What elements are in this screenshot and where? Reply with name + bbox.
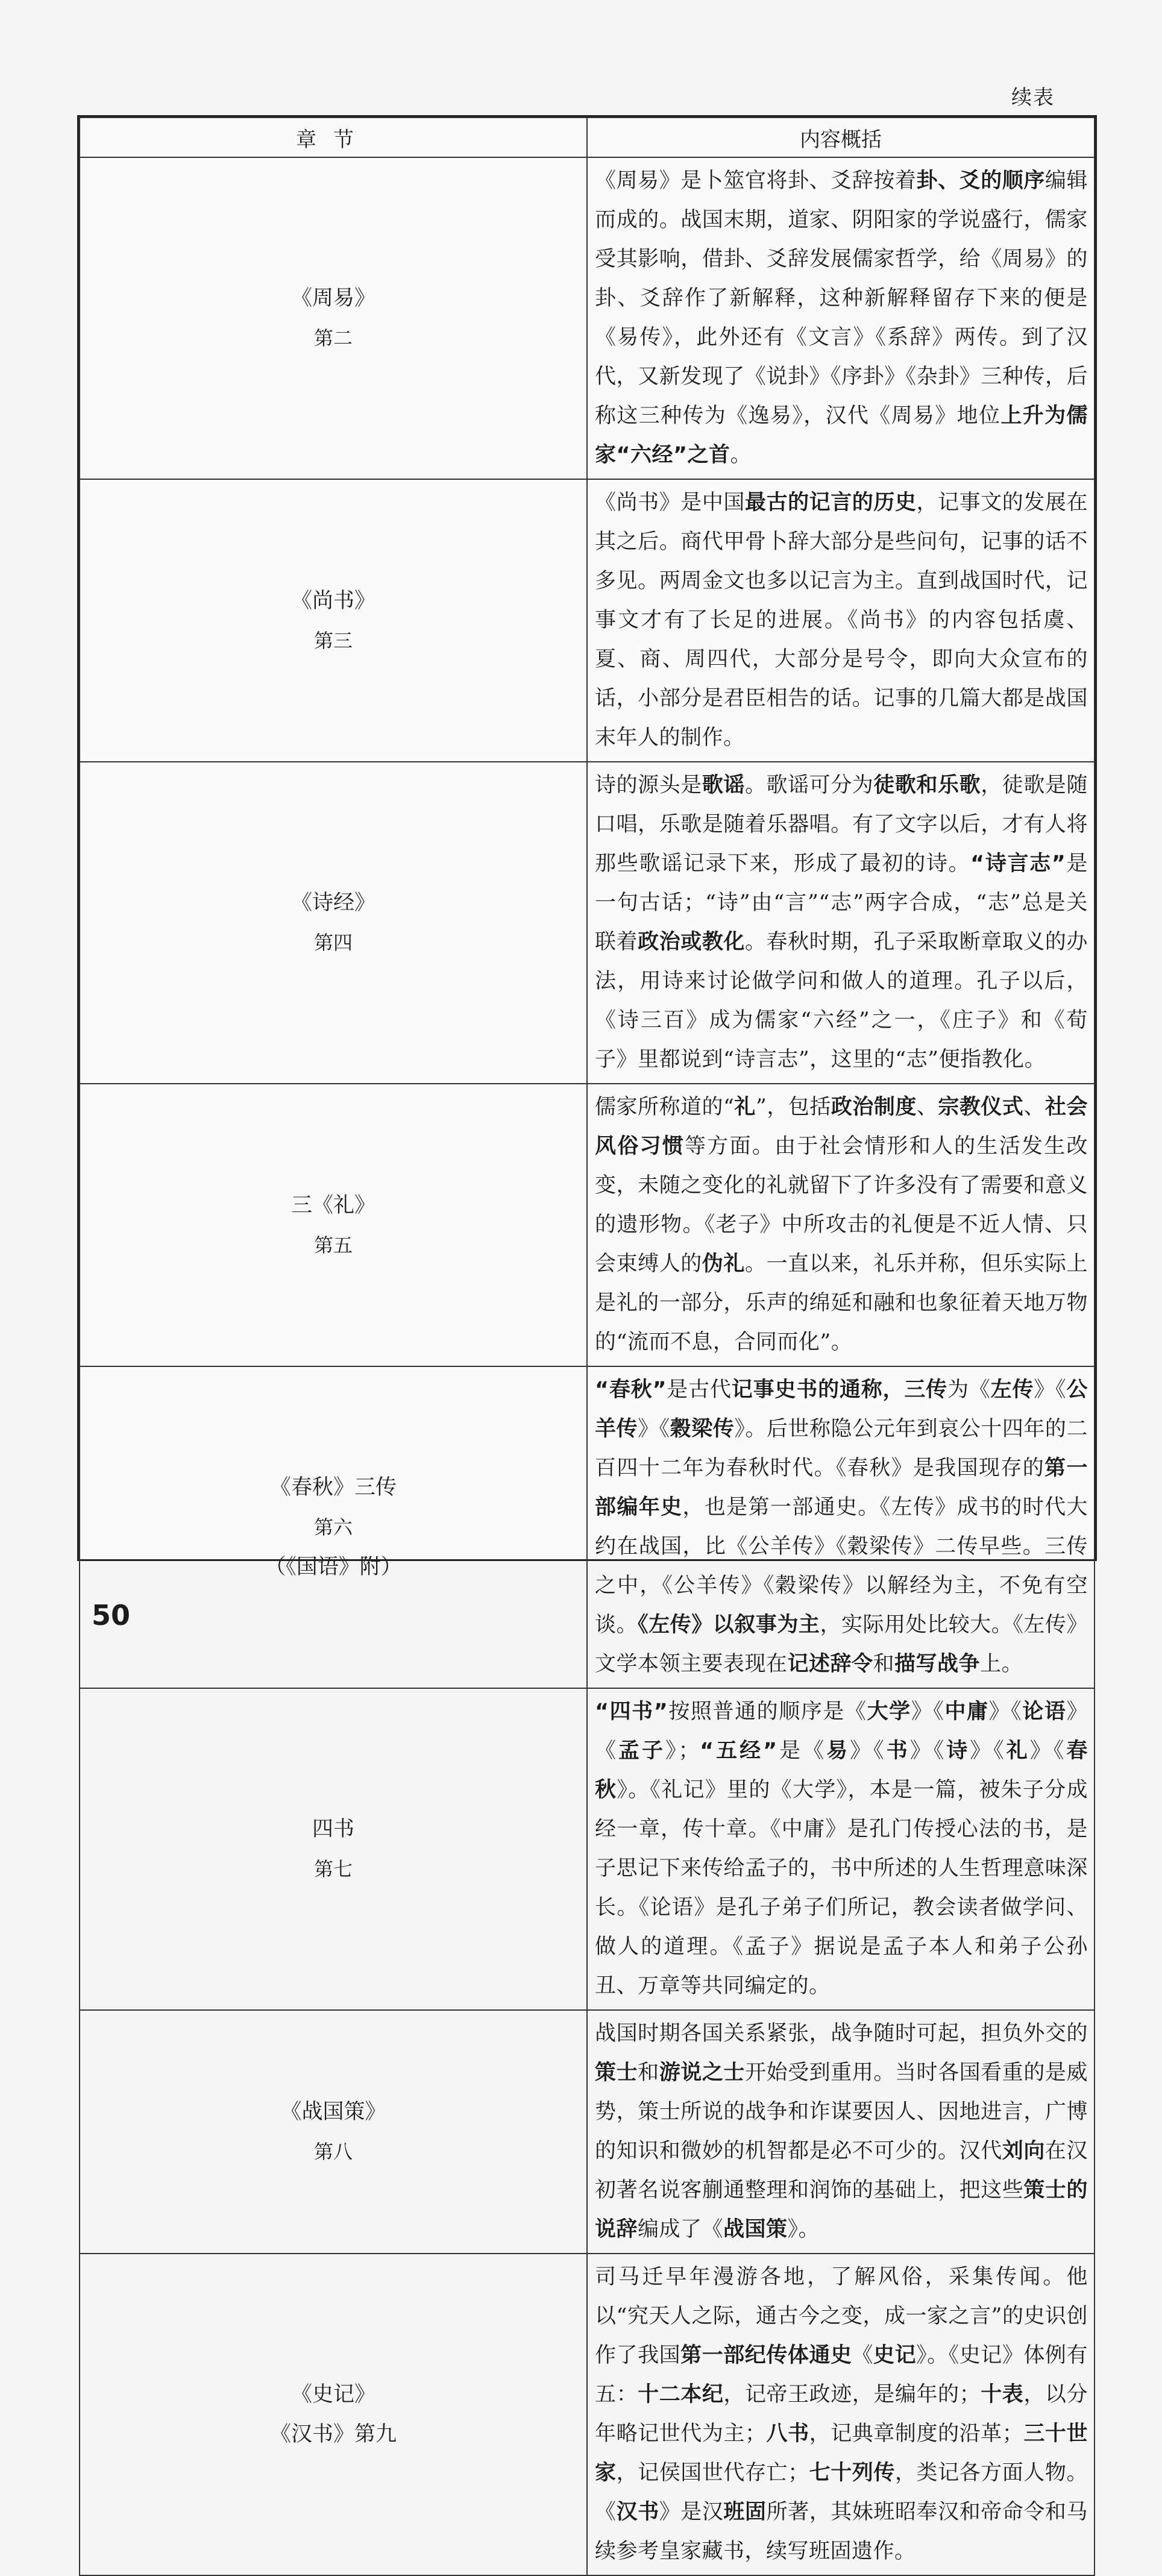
chapter-number: 第七 <box>313 1858 353 1880</box>
chapter-cell <box>80 479 587 762</box>
content-text: 等方面。由于社会情形和人的生活发生改变，未随之变化的礼就留下了许多没有了需要和意义的遗形物。《老子》中所攻击的礼便是不近人情、只会束缚人的 <box>595 1134 1088 1276</box>
content-text: ，记侯国世代存亡； <box>616 2461 809 2485</box>
content-text: ，实际用处比较大。《左传》文学本领主要表现在 <box>595 1613 1088 1676</box>
content-text: 是古代 <box>666 1378 732 1402</box>
highlighted-term: 礼 <box>1006 1739 1030 1763</box>
content-text: 按照普通的顺序是《 <box>668 1700 867 1724</box>
highlighted-term: 第一部纪传体通史 <box>680 2343 852 2367</box>
chapter-number: 第六 <box>313 1516 353 1539</box>
content-text: 》是汉 <box>659 2500 724 2524</box>
content-text: 》《 <box>909 1739 947 1763</box>
chapter-name: 《诗经》 <box>290 891 375 915</box>
table-row <box>80 1366 1094 1688</box>
highlighted-term: 十表 <box>981 2383 1024 2407</box>
highlighted-term: 社会风俗习惯 <box>595 1095 1088 1158</box>
content-text: 编辑而成的。战国末期，道家、阴阳家的学说盛行，儒家受其影响，借卦、爻辞发展儒家哲学，给《周易》的卦、爻辞作了新解释，这种新解释留存下来的便是《易传》，此外还有《文言》《系辞》两传。到了汉代，又新发现了《说卦》《序卦》《杂卦》三种传，后称这三种传为《逸易》，汉代《周易》地位 <box>595 169 1088 428</box>
highlighted-term: 八书 <box>766 2422 809 2446</box>
highlighted-term: “春秋” <box>595 1378 667 1402</box>
highlighted-term: 策士的说辞 <box>595 2178 1088 2241</box>
content-text: 是一句古话；“诗”由“言”“志”两字合成，“志”总是关联着 <box>595 852 1088 954</box>
header-chapter: 章节 <box>80 118 587 157</box>
content-text: ，类记各方面人物。《 <box>595 2461 1088 2524</box>
content-text: 为《 <box>947 1378 991 1402</box>
chapter-number: 第三 <box>313 629 353 652</box>
highlighted-term: 十二本纪 <box>638 2383 724 2407</box>
highlighted-term: 班固 <box>723 2500 767 2524</box>
chapter-cell <box>80 762 587 1084</box>
content-text: 、 <box>916 1095 938 1119</box>
highlighted-term: 记事史书的通称，三传 <box>731 1378 947 1402</box>
highlighted-term: 宗教仪式 <box>938 1095 1024 1119</box>
content-text: 诗的源头是 <box>595 773 702 797</box>
content-text: ”，包括 <box>755 1095 831 1119</box>
content-text: 战国时期各国关系紧张，战争随时可起，担负外交的 <box>595 2022 1088 2046</box>
highlighted-term: 上升为儒家“六经”之首 <box>595 404 1088 467</box>
highlighted-term: 描写战争 <box>894 1652 981 1676</box>
highlighted-term: 游说之士 <box>659 2061 745 2085</box>
table-row <box>80 479 1094 762</box>
content-text: 。 <box>730 443 752 467</box>
content-text: 是《 <box>777 1739 827 1763</box>
chapter-name: 《春秋》三传 <box>269 1475 397 1500</box>
chapter-cell <box>80 1688 587 2010</box>
highlighted-term: 诗 <box>946 1739 970 1763</box>
content-text: 》《 <box>911 1700 945 1724</box>
chapter-name: 《周易》 <box>290 286 375 310</box>
highlighted-term: 徒歌和乐歌 <box>873 773 981 797</box>
chapter-name: 《战国策》 <box>280 2100 386 2124</box>
highlighted-term: 伪礼 <box>702 1252 745 1276</box>
highlighted-term: 记述辞令 <box>787 1652 873 1676</box>
chapter-name: 《尚书》 <box>290 588 375 613</box>
chapter-cell <box>80 1084 587 1366</box>
highlighted-term: 孟子 <box>618 1739 666 1763</box>
table-body <box>80 157 1094 2575</box>
content-text: 儒家所称道的“ <box>595 1095 735 1119</box>
content-text: 司马迁早年漫游各地，了解风俗，采集传闻。他以“究天人之际，通古今之变，成一家之言”的史识创作了我国 <box>595 2265 1088 2367</box>
content-text: 》《 <box>1029 1739 1067 1763</box>
content-text: 》。后世称隐公元年到哀公十四年的二百四十二年为春秋时代。《春秋》是我国现存的 <box>595 1417 1088 1480</box>
content-text: 开始受到重用。当时各国看重的是威势，策士所说的战争和诈谋要因人、因地进言，广博的知识和微妙的机智都是必不可少的。汉代 <box>595 2061 1088 2163</box>
chapter-cell <box>80 1366 587 1688</box>
highlighted-term: 史记 <box>873 2343 917 2367</box>
content-text: ，以分年略记世代为主； <box>595 2383 1088 2446</box>
content-text: ，记事文的发展在其之后。商代甲骨卜辞大部分是些问句，记事的话不多见。两周金文也多以记言为主。直到战国时代，记事文才有了长足的进展。《尚书》的内容包括虞、夏、商、周四代，大部分是号令，即向大众宣布的话，小部分是君臣相告的话。记事的几篇大都是战国末年人的制作。 <box>595 491 1088 750</box>
content-text: 》《 <box>595 1700 1088 1763</box>
content-text: ，记帝王政迹，是编年的； <box>723 2383 981 2407</box>
highlighted-term: 七十列传 <box>809 2461 895 2485</box>
chapter-appendix: （《国语》附） <box>265 1555 402 1579</box>
chapter-number: 第四 <box>313 931 353 954</box>
highlighted-term: 春秋 <box>595 1739 1088 1802</box>
chapter-cell <box>80 157 587 479</box>
highlighted-term: 礼 <box>734 1095 756 1119</box>
highlighted-term: 书 <box>886 1739 910 1763</box>
content-text: 》。《史记》体例有五： <box>595 2343 1088 2407</box>
chapter-name-secondary: 《汉书》第九 <box>269 2422 397 2446</box>
content-text: 》《 <box>970 1739 1007 1763</box>
chapter-cell <box>80 2254 587 2575</box>
chapter-number: 第八 <box>313 2140 353 2163</box>
continuation-label: 续表 <box>1011 86 1055 110</box>
content-text: ，徒歌是随口唱，乐歌是随着乐器唱。有了文字以后，才有人将那些歌谣记录下来，形成了最初的诗。 <box>595 773 1088 876</box>
content-text: 和 <box>638 2061 659 2085</box>
content-text: 》《 <box>850 1739 887 1763</box>
highlighted-term: 第一部编年史 <box>595 1456 1088 1519</box>
content-text: 》《 <box>988 1700 1023 1724</box>
content-text: 《 <box>852 2343 874 2367</box>
highlighted-term: 刘向 <box>1002 2139 1045 2163</box>
content-text: ，记典章制度的沿革； <box>809 2422 1024 2446</box>
content-text: 。歌谣可分为 <box>744 773 874 797</box>
highlighted-term: 易 <box>826 1739 850 1763</box>
highlighted-term: 穀梁传 <box>670 1417 735 1441</box>
highlighted-term: 左传 <box>990 1378 1034 1402</box>
content-text: 。一直以来，礼乐并称，但乐实际上是礼的一部分，乐声的绵延和融和也象征着天地万物的“流而不息，合同而化”。 <box>595 1252 1088 1354</box>
content-text: 。春秋时期，孔子采取断章取义的办法，用诗来讨论做学问和做人的道理。孔子以后，《诗三百》成为儒家“六经”之一，《庄子》和《荀子》里都说到“诗言志”，这里的“志”便指教化。 <box>595 930 1088 1072</box>
content-text: 、 <box>1023 1095 1045 1119</box>
highlighted-term: 《左传》以叙事为主 <box>638 1613 820 1637</box>
table-row <box>80 1084 1094 1366</box>
content-cell <box>587 1688 1094 2010</box>
highlighted-term: “五经” <box>700 1739 777 1763</box>
highlighted-term: 中庸 <box>944 1700 989 1724</box>
table-row <box>80 762 1094 1084</box>
content-text: ，也是第一部通史。《左传》成书的时代大约在战国，比《公羊传》《穀梁传》二传早些。三传之中，《公羊传》《穀梁传》以解经为主，不免有空谈。 <box>595 1495 1088 1637</box>
content-text: 所著，其妹班昭奉汉和帝命令和马续参考皇家藏书，续写班固遗作。 <box>595 2500 1088 2563</box>
summary-table <box>79 117 1095 2576</box>
table-row <box>80 1688 1094 2010</box>
highlighted-term: 论语 <box>1022 1700 1067 1724</box>
content-cell <box>587 1084 1094 1366</box>
page-number: 50 <box>92 1599 131 1632</box>
chapter-cell <box>80 2010 587 2254</box>
header-content: 内容概括 <box>587 118 1094 157</box>
highlighted-term: 策士 <box>595 2061 638 2085</box>
chapter-name: 三《礼》 <box>290 1193 375 1217</box>
highlighted-term: 三十世家 <box>595 2422 1088 2485</box>
content-text: 上。 <box>980 1652 1023 1676</box>
highlighted-term: 卦、爻的顺序 <box>916 169 1045 193</box>
content-text: 《尚书》是中国 <box>595 491 745 515</box>
content-cell <box>587 1366 1094 1688</box>
highlighted-term: 歌谣 <box>702 773 745 797</box>
chapter-number: 第五 <box>313 1233 353 1257</box>
content-text: 和 <box>873 1652 895 1676</box>
table-row <box>80 2254 1094 2575</box>
content-cell <box>587 157 1094 479</box>
content-cell <box>587 2254 1094 2575</box>
chapter-number: 第二 <box>313 327 353 350</box>
content-text: 》。《礼记》里的《大学》，本是一篇，被朱子分成经一章，传十章。《中庸》是孔门传授心法的书，是子思记下来传给孟子的，书中所述的人生哲理意味深长。《论语》是孔子弟子们所记，教会读者做学问、做人的道理。《孟子》据说是孟子本人和弟子公孙丑、万章等共同编定的。 <box>595 1778 1088 1998</box>
content-cell <box>587 2010 1094 2254</box>
content-cell <box>587 762 1094 1084</box>
content-text: 在汉初著名说客蒯通整理和润饰的基础上，把这些 <box>595 2139 1088 2202</box>
content-text: 编成了《 <box>638 2217 724 2241</box>
content-text: 《周易》是卜筮官将卦、爻辞按着 <box>595 169 917 193</box>
table-row <box>80 2010 1094 2254</box>
highlighted-term: 公羊传 <box>595 1378 1088 1441</box>
table-header-row <box>80 118 1094 157</box>
chapter-name: 四书 <box>312 1817 354 1841</box>
highlighted-term: 汉书 <box>616 2500 659 2524</box>
content-text: 》《 <box>1034 1378 1067 1402</box>
highlighted-term: 最古的记言的历史 <box>744 491 917 515</box>
highlighted-term: 政治或教化 <box>638 930 745 954</box>
content-text: 》； <box>665 1739 700 1763</box>
content-text: 》。 <box>787 2217 820 2241</box>
highlighted-term: 大学 <box>867 1700 911 1724</box>
content-cell <box>587 479 1094 762</box>
highlighted-term: “四书” <box>595 1700 668 1724</box>
chapter-name: 《史记》 <box>290 2383 375 2407</box>
highlighted-term: “诗言志” <box>970 852 1066 876</box>
highlighted-term: 政治制度 <box>831 1095 917 1119</box>
highlighted-term: 战国策 <box>723 2217 788 2241</box>
content-text: 》《 <box>638 1417 670 1441</box>
table-row <box>80 157 1094 479</box>
